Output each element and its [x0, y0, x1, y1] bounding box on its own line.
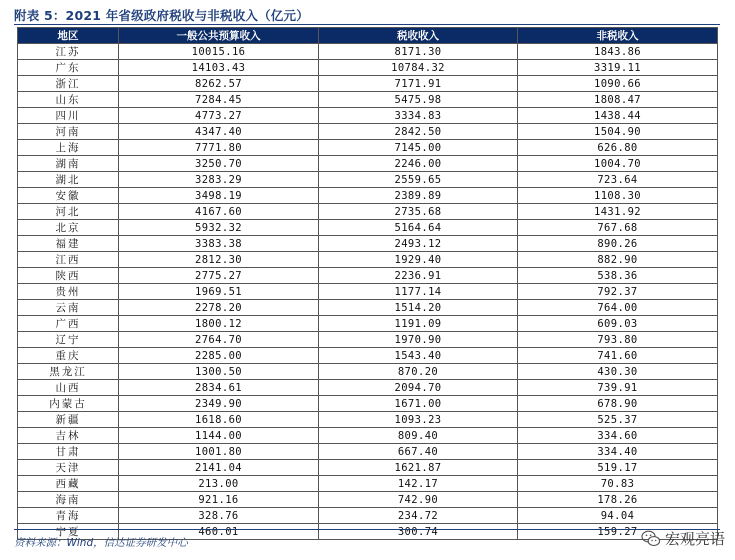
non-tax-revenue-cell: 792.37	[518, 284, 718, 300]
non-tax-revenue-cell: 334.40	[518, 444, 718, 460]
table-row	[18, 284, 718, 300]
general-budget-revenue-cell: 2285.00	[119, 348, 319, 364]
table-row	[18, 412, 718, 428]
general-budget-revenue-cell: 2764.70	[119, 332, 319, 348]
region-cell: 江西	[18, 252, 119, 268]
table-row	[18, 156, 718, 172]
non-tax-revenue-cell: 723.64	[518, 172, 718, 188]
table-row	[18, 364, 718, 380]
general-budget-revenue-cell: 1001.80	[119, 444, 319, 460]
tax-revenue-cell: 142.17	[319, 476, 518, 492]
tax-revenue-cell: 1093.23	[319, 412, 518, 428]
tax-revenue-cell: 2559.65	[319, 172, 518, 188]
tax-revenue-cell: 667.40	[319, 444, 518, 460]
tax-revenue-cell: 2842.50	[319, 124, 518, 140]
non-tax-revenue-cell: 178.26	[518, 492, 718, 508]
tax-revenue-cell: 1929.40	[319, 252, 518, 268]
region-cell: 甘肃	[18, 444, 119, 460]
bottom-rule	[14, 529, 720, 530]
tax-revenue-cell: 2236.91	[319, 268, 518, 284]
table-row	[18, 268, 718, 284]
non-tax-revenue-cell: 1108.30	[518, 188, 718, 204]
table-body	[18, 44, 718, 540]
table-row	[18, 236, 718, 252]
region-cell: 贵州	[18, 284, 119, 300]
tax-revenue-cell: 8171.30	[319, 44, 518, 60]
tax-revenue-cell: 300.74	[319, 524, 518, 540]
region-cell: 浙江	[18, 76, 119, 92]
tax-revenue-cell: 2094.70	[319, 380, 518, 396]
tax-revenue-cell: 7171.91	[319, 76, 518, 92]
non-tax-revenue-cell: 1843.86	[518, 44, 718, 60]
table-row	[18, 172, 718, 188]
general-budget-revenue-cell: 10015.16	[119, 44, 319, 60]
region-cell: 西藏	[18, 476, 119, 492]
table-row	[18, 140, 718, 156]
header-tax-revenue: 税收收入	[319, 28, 518, 44]
region-cell: 山西	[18, 380, 119, 396]
general-budget-revenue-cell: 213.00	[119, 476, 319, 492]
general-budget-revenue-cell: 460.01	[119, 524, 319, 540]
non-tax-revenue-cell: 1090.66	[518, 76, 718, 92]
table-row	[18, 44, 718, 60]
general-budget-revenue-cell: 4773.27	[119, 108, 319, 124]
region-cell: 重庆	[18, 348, 119, 364]
non-tax-revenue-cell: 764.00	[518, 300, 718, 316]
general-budget-revenue-cell: 328.76	[119, 508, 319, 524]
table-row	[18, 316, 718, 332]
table-row	[18, 300, 718, 316]
tax-revenue-cell: 3334.83	[319, 108, 518, 124]
non-tax-revenue-cell: 519.17	[518, 460, 718, 476]
general-budget-revenue-cell: 8262.57	[119, 76, 319, 92]
general-budget-revenue-cell: 3283.29	[119, 172, 319, 188]
non-tax-revenue-cell: 1808.47	[518, 92, 718, 108]
non-tax-revenue-cell: 739.91	[518, 380, 718, 396]
table-row	[18, 508, 718, 524]
tax-revenue-cell: 5475.98	[319, 92, 518, 108]
tax-revenue-cell: 1191.09	[319, 316, 518, 332]
region-cell: 青海	[18, 508, 119, 524]
non-tax-revenue-cell: 609.03	[518, 316, 718, 332]
general-budget-revenue-cell: 4347.40	[119, 124, 319, 140]
non-tax-revenue-cell: 626.80	[518, 140, 718, 156]
region-cell: 广西	[18, 316, 119, 332]
tax-revenue-cell: 10784.32	[319, 60, 518, 76]
region-cell: 湖北	[18, 172, 119, 188]
general-budget-revenue-cell: 3250.70	[119, 156, 319, 172]
tax-revenue-cell: 2246.00	[319, 156, 518, 172]
table-row	[18, 124, 718, 140]
region-cell: 河南	[18, 124, 119, 140]
top-rule	[14, 24, 720, 25]
general-budget-revenue-cell: 3383.38	[119, 236, 319, 252]
non-tax-revenue-cell: 1431.92	[518, 204, 718, 220]
non-tax-revenue-cell: 3319.11	[518, 60, 718, 76]
region-cell: 湖南	[18, 156, 119, 172]
tax-revenue-cell: 1621.87	[319, 460, 518, 476]
table-row	[18, 476, 718, 492]
table-row	[18, 60, 718, 76]
header-row	[18, 28, 718, 44]
region-cell: 陕西	[18, 268, 119, 284]
general-budget-revenue-cell: 2812.30	[119, 252, 319, 268]
header-general-budget-revenue: 一般公共预算收入	[119, 28, 319, 44]
tax-revenue-cell: 2389.89	[319, 188, 518, 204]
non-tax-revenue-cell: 159.27	[518, 524, 718, 540]
region-cell: 河北	[18, 204, 119, 220]
general-budget-revenue-cell: 7771.80	[119, 140, 319, 156]
table-row	[18, 380, 718, 396]
tax-revenue-cell: 2735.68	[319, 204, 518, 220]
table-row	[18, 492, 718, 508]
general-budget-revenue-cell: 2278.20	[119, 300, 319, 316]
tax-revenue-cell: 1177.14	[319, 284, 518, 300]
region-cell: 吉林	[18, 428, 119, 444]
general-budget-revenue-cell: 1618.60	[119, 412, 319, 428]
general-budget-revenue-cell: 3498.19	[119, 188, 319, 204]
table-row	[18, 444, 718, 460]
region-cell: 辽宁	[18, 332, 119, 348]
table-row	[18, 460, 718, 476]
table-title: 附表 5：2021 年省级政府税收与非税收入（亿元）	[14, 8, 309, 23]
tax-revenue-cell: 1543.40	[319, 348, 518, 364]
region-cell: 广东	[18, 60, 119, 76]
wechat-icon	[641, 530, 661, 548]
general-budget-revenue-cell: 921.16	[119, 492, 319, 508]
tax-revenue-cell: 870.20	[319, 364, 518, 380]
tax-revenue-cell: 7145.00	[319, 140, 518, 156]
table-row	[18, 348, 718, 364]
non-tax-revenue-cell: 334.60	[518, 428, 718, 444]
general-budget-revenue-cell: 1300.50	[119, 364, 319, 380]
region-cell: 内蒙古	[18, 396, 119, 412]
source-note: 资料来源：Wind，信达证券研发中心	[14, 537, 188, 549]
region-cell: 北京	[18, 220, 119, 236]
general-budget-revenue-cell: 5932.32	[119, 220, 319, 236]
general-budget-revenue-cell: 2775.27	[119, 268, 319, 284]
header-region: 地区	[18, 28, 119, 44]
general-budget-revenue-cell: 1969.51	[119, 284, 319, 300]
non-tax-revenue-cell: 1438.44	[518, 108, 718, 124]
region-cell: 四川	[18, 108, 119, 124]
general-budget-revenue-cell: 1144.00	[119, 428, 319, 444]
tax-revenue-cell: 742.90	[319, 492, 518, 508]
general-budget-revenue-cell: 4167.60	[119, 204, 319, 220]
region-cell: 海南	[18, 492, 119, 508]
header-non-tax-revenue: 非税收入	[518, 28, 718, 44]
tax-revenue-cell: 1671.00	[319, 396, 518, 412]
non-tax-revenue-cell: 70.83	[518, 476, 718, 492]
non-tax-revenue-cell: 1504.90	[518, 124, 718, 140]
non-tax-revenue-cell: 882.90	[518, 252, 718, 268]
table-row	[18, 252, 718, 268]
general-budget-revenue-cell: 2349.90	[119, 396, 319, 412]
general-budget-revenue-cell: 2834.61	[119, 380, 319, 396]
non-tax-revenue-cell: 741.60	[518, 348, 718, 364]
non-tax-revenue-cell: 94.04	[518, 508, 718, 524]
watermark-text: 宏观亮语	[664, 530, 725, 548]
non-tax-revenue-cell: 890.26	[518, 236, 718, 252]
tax-revenue-cell: 1970.90	[319, 332, 518, 348]
region-cell: 山东	[18, 92, 119, 108]
table-row	[18, 108, 718, 124]
region-cell: 上海	[18, 140, 119, 156]
watermark	[641, 528, 725, 549]
table-header	[18, 28, 718, 44]
region-cell: 安徽	[18, 188, 119, 204]
non-tax-revenue-cell: 767.68	[518, 220, 718, 236]
general-budget-revenue-cell: 14103.43	[119, 60, 319, 76]
tax-revenue-cell: 1514.20	[319, 300, 518, 316]
non-tax-revenue-cell: 793.80	[518, 332, 718, 348]
table-row	[18, 188, 718, 204]
tax-revenue-cell: 5164.64	[319, 220, 518, 236]
table-row	[18, 204, 718, 220]
region-cell: 黑龙江	[18, 364, 119, 380]
tax-revenue-cell: 809.40	[319, 428, 518, 444]
table-row	[18, 76, 718, 92]
region-cell: 天津	[18, 460, 119, 476]
non-tax-revenue-cell: 525.37	[518, 412, 718, 428]
non-tax-revenue-cell: 1004.70	[518, 156, 718, 172]
table-row	[18, 332, 718, 348]
table-row	[18, 396, 718, 412]
non-tax-revenue-cell: 678.90	[518, 396, 718, 412]
general-budget-revenue-cell: 7284.45	[119, 92, 319, 108]
table-row	[18, 220, 718, 236]
general-budget-revenue-cell: 2141.04	[119, 460, 319, 476]
region-cell: 福建	[18, 236, 119, 252]
tax-revenue-cell: 2493.12	[319, 236, 518, 252]
region-cell: 宁夏	[18, 524, 119, 540]
region-cell: 江苏	[18, 44, 119, 60]
table-row	[18, 92, 718, 108]
tax-revenue-cell: 234.72	[319, 508, 518, 524]
table-row	[18, 428, 718, 444]
general-budget-revenue-cell: 1800.12	[119, 316, 319, 332]
revenue-table	[17, 27, 718, 540]
non-tax-revenue-cell: 538.36	[518, 268, 718, 284]
region-cell: 新疆	[18, 412, 119, 428]
non-tax-revenue-cell: 430.30	[518, 364, 718, 380]
region-cell: 云南	[18, 300, 119, 316]
